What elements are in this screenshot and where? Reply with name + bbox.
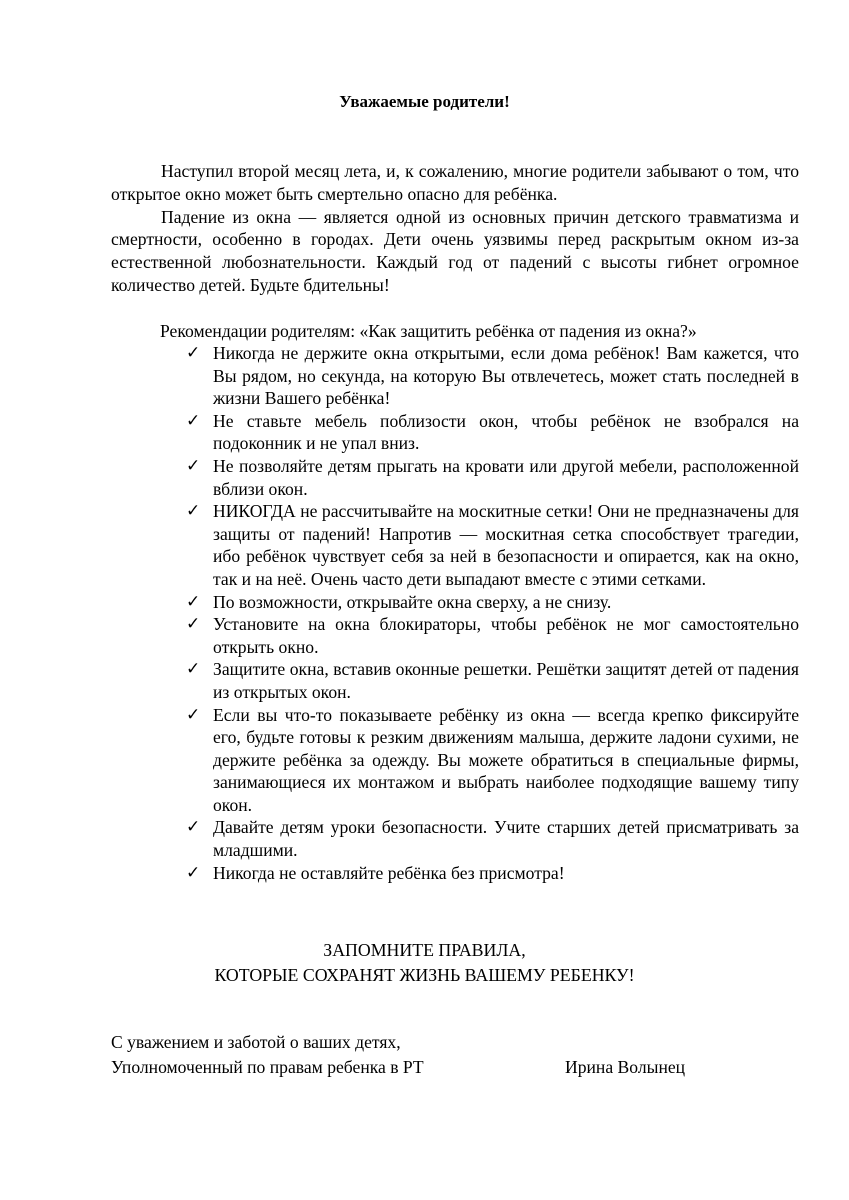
list-item bbox=[186, 704, 799, 817]
list-item-text: НИКОГДА не рассчитывайте на москитные сетки! Они не предназначены для защиты от падений! Напротив — москитная сетка способствует трагедии, ибо ребёнок чувствует себя за ней в безопасности и опирается, как на окно, так и на неё. Очень часто дети выпадают вместе с этими сетками. bbox=[213, 501, 799, 589]
intro-paragraph-2: Падение из окна — является одной из основных причин детского травматизма и смертности, особенно в городах. Дети очень уязвимы перед раскрытым окном из-за естественной любознательности. Каждый год от падений с высоты гибнет огромное количество детей. Будьте бдительны! bbox=[111, 206, 799, 295]
signature-block bbox=[111, 1030, 424, 1080]
check-icon: ✓ bbox=[186, 455, 201, 475]
check-icon: ✓ bbox=[186, 704, 201, 724]
closing-line-1: ЗАПОМНИТЕ ПРАВИЛА, bbox=[323, 940, 526, 960]
intro-paragraph-1: Наступил второй месяц лета, и, к сожалению, многие родители забывают о том, что открытое окно может быть смертельно опасно для ребёнка. bbox=[111, 161, 799, 204]
check-icon: ✓ bbox=[186, 659, 201, 679]
list-item bbox=[186, 455, 799, 500]
check-icon: ✓ bbox=[186, 591, 201, 611]
list-item-text: Защитите окна, вставив оконные решетки. Решётки защитят детей от падения из открытых окон. bbox=[213, 659, 799, 702]
check-icon: ✓ bbox=[186, 501, 201, 521]
signature-line-2: Уполномоченный по правам ребенка в РТ bbox=[111, 1057, 424, 1077]
list-item bbox=[186, 816, 799, 861]
list-item bbox=[186, 500, 799, 590]
list-item-text: Установите на окна блокираторы, чтобы ребёнок не мог самостоятельно открыть окно. bbox=[213, 614, 799, 657]
signature-line-1: С уважением и заботой о ваших детях, bbox=[111, 1032, 401, 1052]
list-item-text: Если вы что-то показываете ребёнку из окна — всегда крепко фиксируйте его, будьте готовы к резким движениям малыша, держите ладони сухими, не держите ребёнка за одежду. Вы можете обратиться в специальные фирмы, занимающиеся их монтажом и выбрать наиболее подходящие вашему типу окон. bbox=[213, 704, 799, 815]
list-item-text: Не ставьте мебель поблизости окон, чтобы ребёнок не взобрался на подоконник и не упал вниз. bbox=[213, 410, 799, 454]
list-item bbox=[186, 342, 799, 410]
check-icon: ✓ bbox=[186, 343, 201, 362]
list-item bbox=[186, 410, 799, 455]
closing-statement bbox=[0, 938, 849, 988]
list-item bbox=[186, 658, 799, 703]
check-icon: ✓ bbox=[186, 614, 201, 634]
signature-name: Ирина Волынец bbox=[565, 1057, 686, 1077]
list-item bbox=[186, 591, 799, 614]
recommendations-heading: Рекомендации родителям: «Как защитить ребёнка от падения из окна?» bbox=[160, 321, 697, 341]
closing-line-2: КОТОРЫЕ СОХРАНЯТ ЖИЗНЬ ВАШЕМУ РЕБЕНКУ! bbox=[214, 965, 635, 985]
recommendations-list bbox=[186, 342, 799, 884]
list-item-text: По возможности, открывайте окна сверху, а не снизу. bbox=[213, 591, 612, 612]
list-item-text: Никогда не оставляйте ребёнка без присмотра! bbox=[213, 862, 565, 883]
list-item-text: Давайте детям уроки безопасности. Учите старших детей присматривать за младшими. bbox=[213, 817, 799, 861]
check-icon: ✓ bbox=[186, 862, 201, 882]
check-icon: ✓ bbox=[186, 817, 201, 837]
intro-section bbox=[111, 160, 799, 297]
list-item-text: Не позволяйте детям прыгать на кровати или другой мебели, расположенной вблизи окон. bbox=[213, 455, 799, 499]
check-icon: ✓ bbox=[186, 410, 201, 430]
list-item-text: Никогда не держите окна открытыми, если дома ребёнок! Вам кажется, что Вы рядом, но секунда, на которую Вы отвлечетесь, может стать последней в жизни Вашего ребёнка! bbox=[213, 343, 799, 409]
page-title: Уважаемые родители! bbox=[339, 92, 510, 111]
list-item bbox=[186, 613, 799, 658]
list-item bbox=[186, 862, 799, 885]
